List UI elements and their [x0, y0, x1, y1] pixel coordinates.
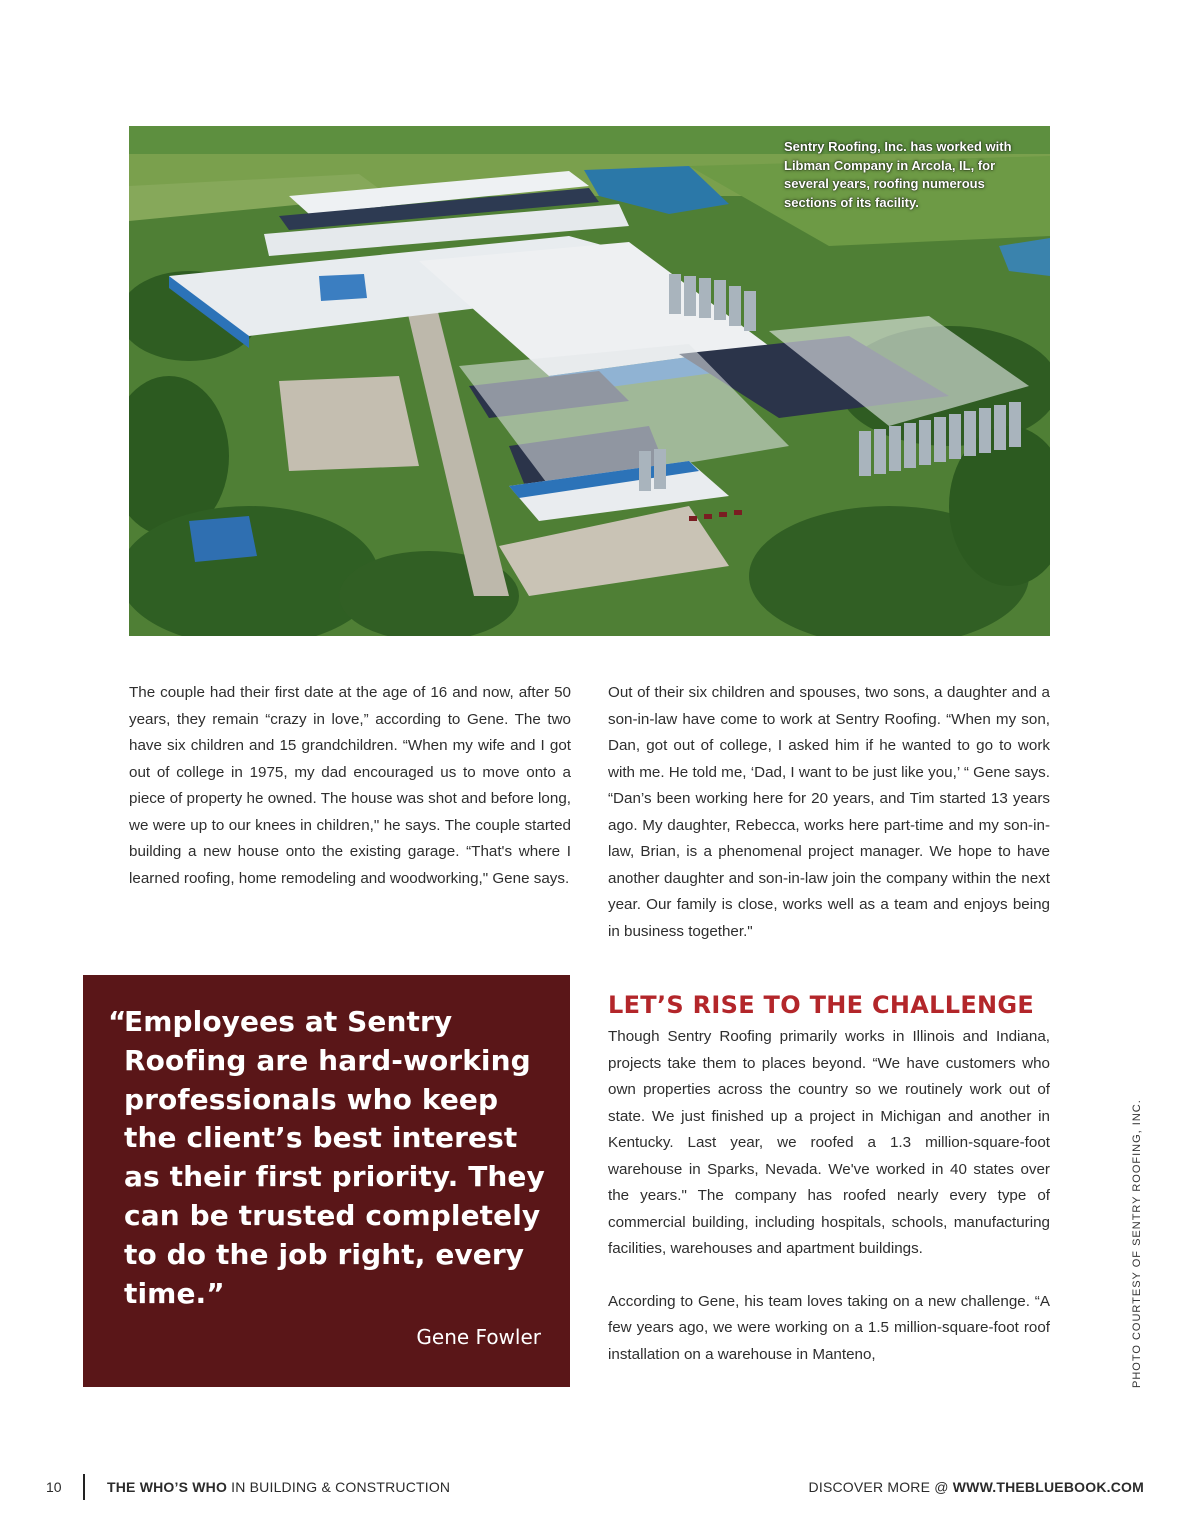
article-section-body	[608, 1024, 1050, 1368]
discover-prefix: DISCOVER MORE @	[808, 1479, 953, 1495]
footer-divider	[83, 1474, 85, 1500]
photo-caption: Sentry Roofing, Inc. has worked with Libman Company in Arcola, IL, for several years, roofing numerous sections of its facility.	[784, 139, 1012, 210]
article-paragraph: Though Sentry Roofing primarily works in Illinois and Indiana, projects take them to places beyond. “We have customers who own properties across the country so we routinely work out of state. We just finished up a project in Michigan and another in Kentucky. Last year, we roofed a 1.3 million-square-foot warehouse in Sparks, Nevada. We've worked in 40 states over the years." The company has roofed nearly every type of commercial building, including hospitals, schools, manufacturing facilities, warehouses and apartment buildings.	[608, 1028, 1050, 1257]
article-paragraph: The couple had their first date at the age of 16 and now, after 50 years, they remain “crazy in love,” according to Gene. The two have six children and 15 grandchildren. “When my wife and I got out of college in 1975, my dad encouraged us to move onto a piece of property he owned. The house was shot and before long, we were up to our knees in children," he says. The couple started building a new house onto the existing garage. “That's where I learned roofing, home remodeling and woodworking," Gene says.	[129, 684, 571, 887]
pull-quote-author: Gene Fowler	[416, 1325, 541, 1349]
quote-open-mark: “	[108, 1005, 127, 1038]
pull-quote-text: Employees at Sentry Roofing are hard-working professionals who keep the client’s best interest as their first priority. They can be trusted completely to do the job right, every time.”	[124, 1005, 545, 1310]
page-footer	[0, 1474, 1200, 1502]
article-paragraph: Out of their six children and spouses, two sons, a daughter and a son-in-law have come to work at Sentry Roofing. “When my son, Dan, got out of college, I asked him if he wanted to go to work with me. He told me, ‘Dad, I want to be just like you,’ “ Gene says. “Dan’s been working here for 20 years, and Tim started 13 years ago. My daughter, Rebecca, works here part-time and my son-in-law, Brian, is a phenomenal project manager. We hope to have another daughter and son-in-law join the company within the next year. Our family is close, works well as a team and enjoys being in business together."	[608, 684, 1050, 940]
photo-credit: PHOTO COURTESY OF SENTRY ROOFING, INC.	[1131, 1099, 1143, 1388]
publication-title	[107, 1479, 450, 1495]
pull-quote	[108, 1003, 554, 1313]
website-url[interactable]: WWW.THEBLUEBOOK.COM	[952, 1479, 1144, 1495]
article-paragraph: According to Gene, his team loves taking on a new challenge. “A few years ago, we were working on a 1.5 million-square-foot roof installation on a warehouse in Manteno,	[608, 1292, 1050, 1363]
discover-more-link[interactable]	[809, 1479, 1144, 1495]
publication-title-rest: IN BUILDING & CONSTRUCTION	[227, 1479, 451, 1495]
article-left-column	[129, 680, 571, 892]
section-heading: LET’S RISE TO THE CHALLENGE	[608, 991, 1035, 1019]
publication-title-bold: THE WHO’S WHO	[107, 1479, 228, 1495]
article-right-column	[608, 680, 1050, 945]
page-number: 10	[46, 1479, 62, 1495]
